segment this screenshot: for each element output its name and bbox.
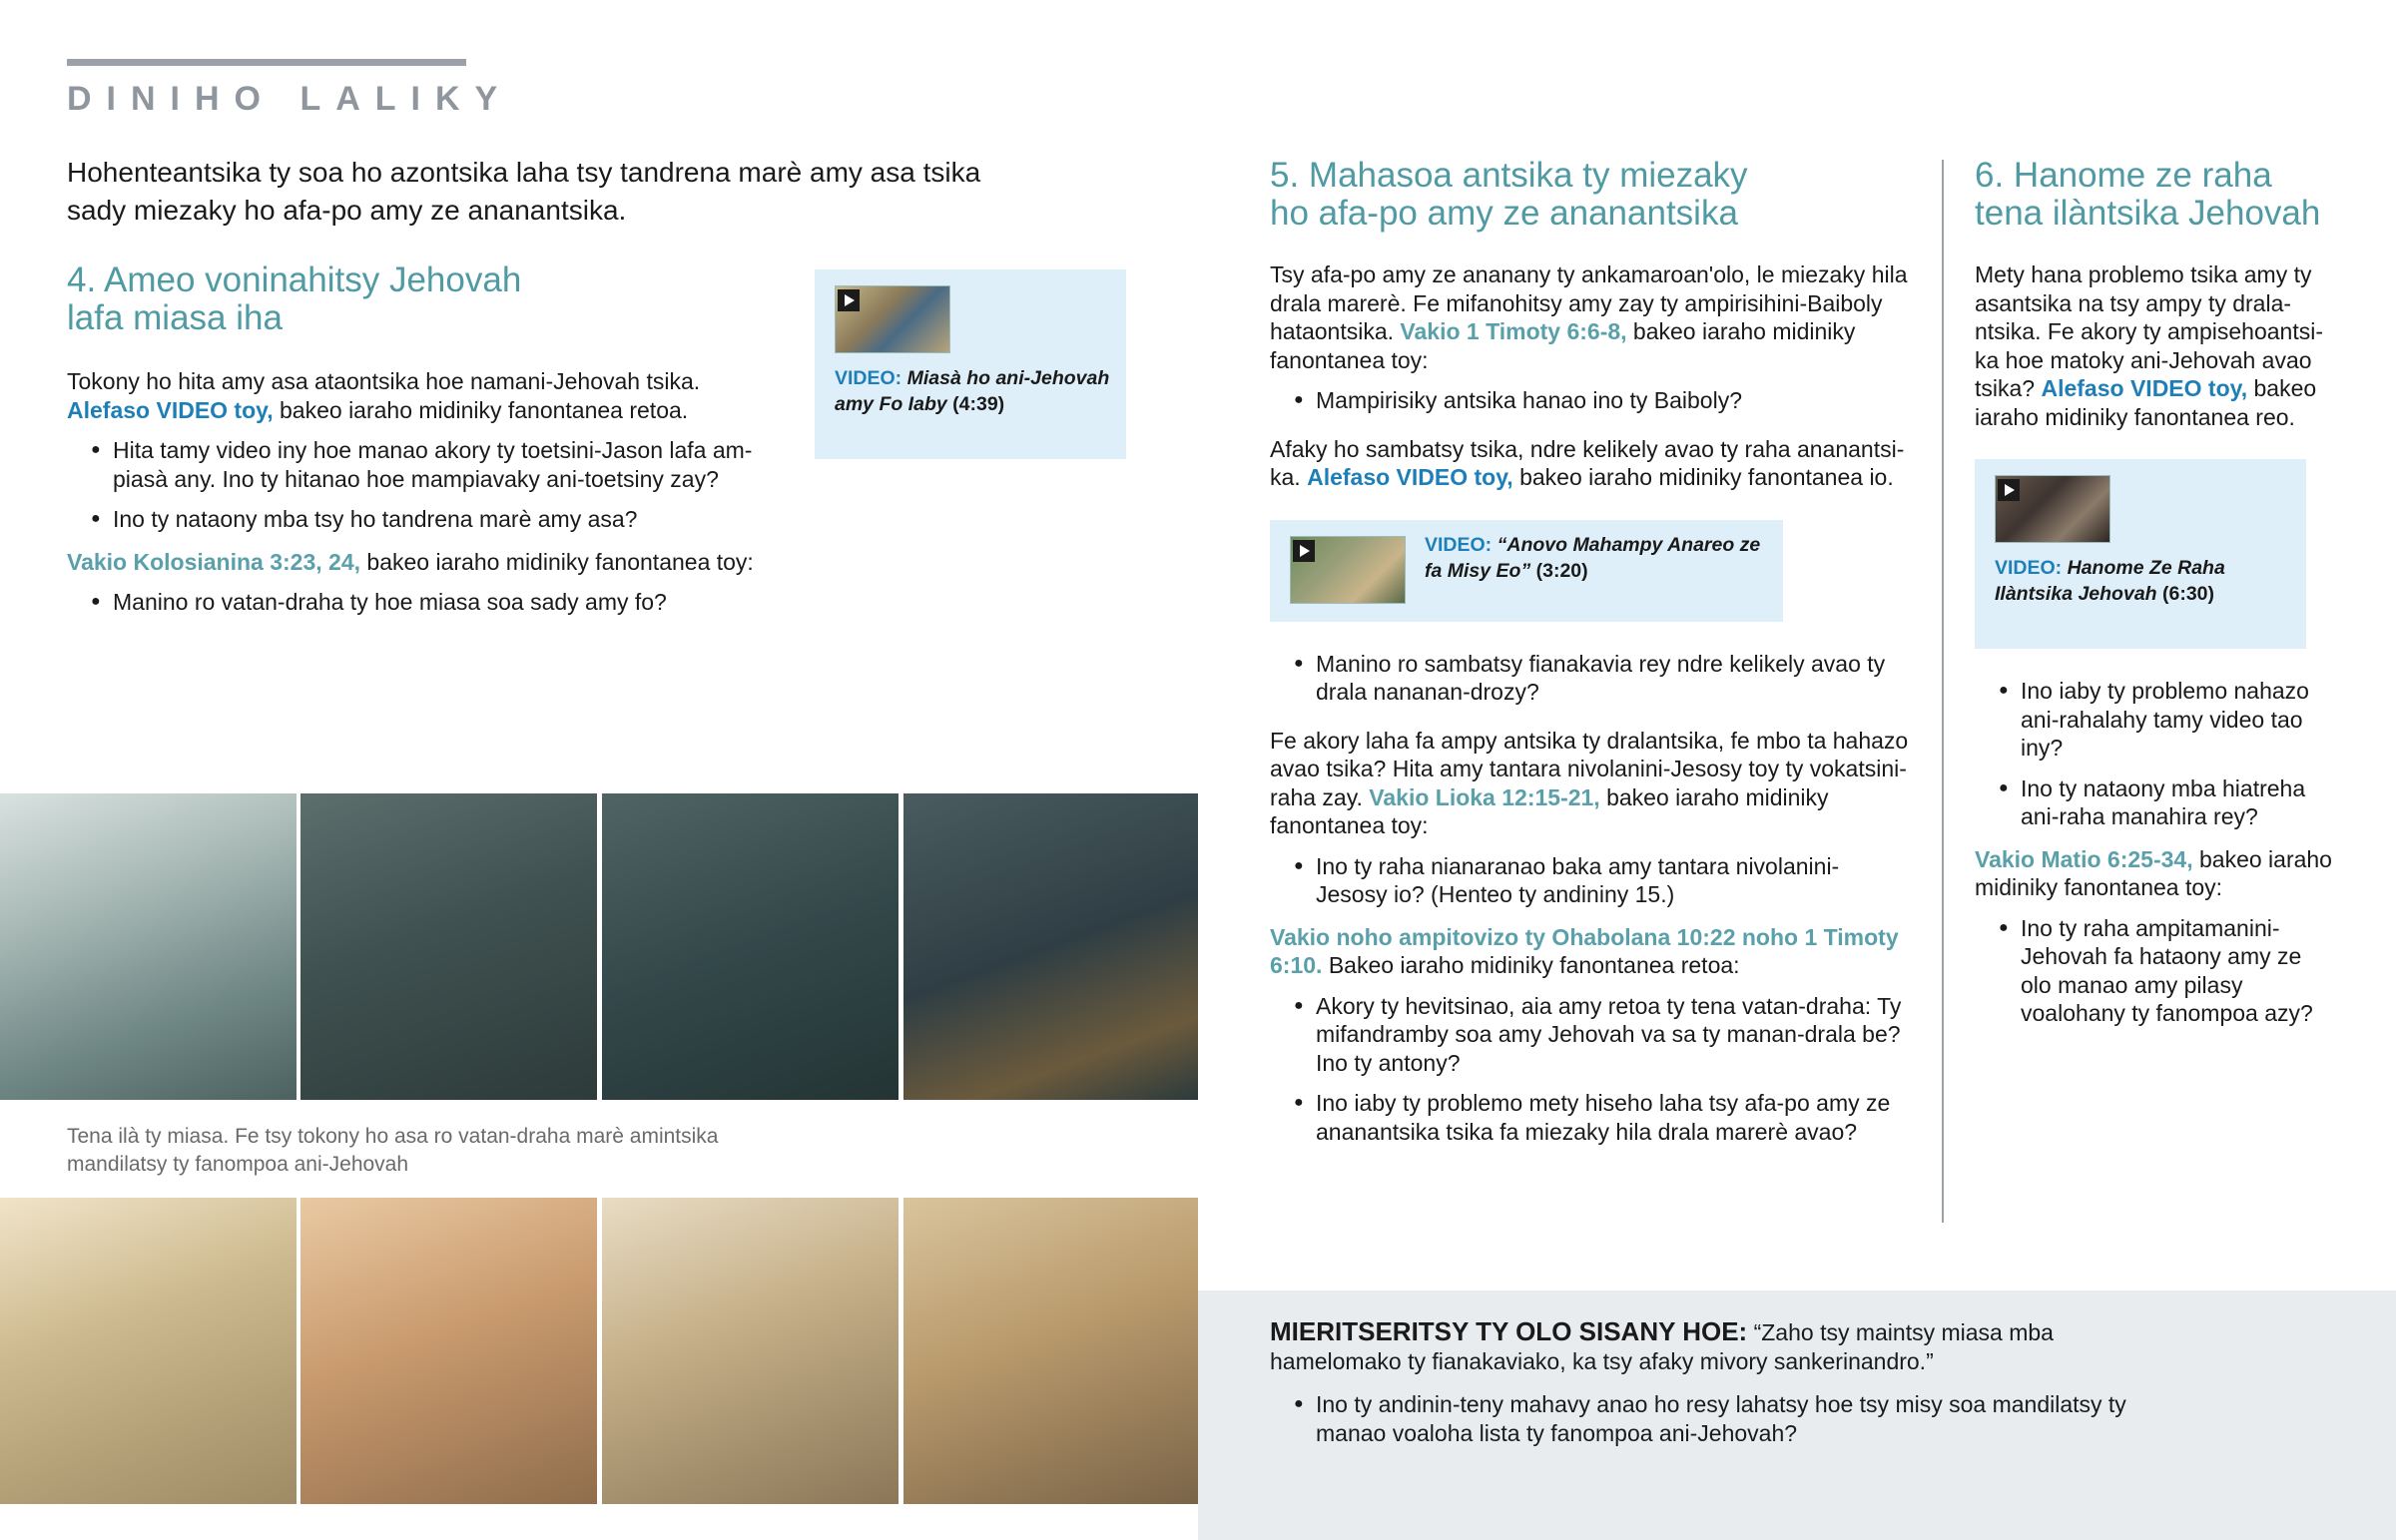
office-alone-illustration [602, 793, 902, 1100]
play-icon[interactable] [838, 289, 860, 311]
play-icon[interactable] [1293, 540, 1315, 562]
family-dinner-illustration [903, 1198, 1202, 1504]
header-rule [67, 59, 466, 66]
section-5-paragraph-4: Vakio noho ampitovizo ty Ohabolana 10:22 noho 1 Timoty 6:10. Bakeo iaraho midiniky fanontanea retoa: [1270, 923, 1899, 978]
section-4-title: 4. Ameo voninahitsy Jehovah lafa miasa iha [67, 260, 522, 337]
office-illustration [0, 793, 300, 1100]
section-5-title: 5. Mahasoa antsika ty miezaky ho afa-po amy ze ananantsika [1270, 156, 1748, 233]
section-4 [67, 261, 766, 629]
list-item: ● Ino iaby ty problemo nahazo ani-rahalahy tamy video tao iny? [1975, 677, 2334, 763]
video-thumbnail[interactable] [1290, 536, 1406, 604]
section-6 [1975, 157, 2334, 1040]
reflection-text: MIERITSERITSY TY OLO SISANY HOE: “Zaho tsy maintsy miasa mba hamelomako ty fianakaviako, ka tsy afaky mivory sankerinandro.” [1270, 1316, 2054, 1374]
list-item: ● Ino ty raha ampitamanini-Jehovah fa hataony amy ze olo manao amy pilasy voalohany ty fanompoa azy? [1975, 914, 2334, 1028]
scripture-link[interactable]: Vakio Matio 6:25-34, [1975, 845, 2193, 872]
scripture-link[interactable]: Vakio noho ampitovizo ty Ohabolana 10:22 noho 1 Timoty 6:10. [1270, 923, 1899, 978]
leaving-office-illustration [300, 1198, 601, 1504]
section-6-title: 6. Hanome ze raha tena ilàntsika Jehovah [1975, 156, 2321, 233]
section-6-paragraph-2: Vakio Matio 6:25-34, bakeo iaraho midiniky fanontanea toy: [1975, 845, 2332, 900]
section-6-paragraph-1: Mety hana problemo tsika amy ty asantsika na tsy ampy ty dralantsika. Fe akory ty ampisehoantsika hoe matoky ani-Jehovah avao tsika? Alefaso VIDEO toy, bakeo iaraho midiniky fanontanea reo. [1975, 261, 2323, 430]
section-6-questions-2 [1975, 914, 2334, 1028]
section-4-paragraph-2: Vakio Kolosianina 3:23, 24, bakeo iaraho midiniky fanontanea toy: [67, 548, 754, 575]
video-caption: VIDEO: “Anovo Mahampy Anareo ze fa Misy Eo” (3:20) [1425, 533, 1761, 582]
illustration-row-2 [0, 1198, 1198, 1504]
section-4-questions [67, 436, 766, 534]
section-kicker: DINIHO LALIKY [67, 80, 513, 118]
office-day-illustration [0, 1198, 300, 1504]
list-item: ● Ino ty nataony mba tsy ho tandrena marè amy asa? [67, 505, 766, 534]
video-box-6[interactable] [1975, 459, 2306, 649]
play-video-link[interactable]: Alefaso VIDEO toy, [2041, 375, 2248, 401]
reflection-heading: MIERITSERITSY TY OLO SISANY HOE: [1270, 1316, 1748, 1346]
play-icon[interactable] [1998, 479, 2020, 501]
video-caption: VIDEO: Hanome Ze Raha Ilàntsika Jehovah (6:30) [1995, 557, 2225, 605]
list-item: ● Akory ty hevitsinao, aia amy retoa ty tena vatan-draha: Ty mifandramby soa amy Jehovah va sa ty manan-drala be? Ino ty antony? [1270, 992, 1909, 1078]
play-video-link[interactable]: Alefaso VIDEO toy, [1307, 464, 1513, 490]
section-4-questions-2 [67, 588, 766, 617]
section-5-paragraph-3: Fe akory laha fa ampy antsika ty dralantsika, fe mbo ta hahazo avao tsika? Hita amy tantara nivolanini-Jesosy toy ty vokatsini-raha zay. Vakio Lioka 12:15-21, bakeo iaraho midiniky fanontanea toy: [1270, 727, 1909, 838]
list-item: ● Ino ty raha nianaranao baka amy tantara nivolanini-Jesosy io? (Henteo ty andininy 15.) [1270, 852, 1909, 909]
video-caption: VIDEO: Miasà ho ani-Jehovah amy Fo Iaby (4:39) [835, 367, 1110, 415]
scripture-link[interactable]: Vakio 1 Timoty 6:6-8, [1400, 318, 1627, 344]
video-box-5[interactable] [1270, 520, 1783, 622]
section-5-questions-3 [1270, 852, 1909, 909]
intro-text: Hohenteantsika ty soa ho azontsika laha tsy tandrena marè amy asa tsika sady miezaky ho afa-po amy ze ananantsika. [67, 157, 981, 226]
section-5-questions-1 [1270, 386, 1909, 415]
scripture-link[interactable]: Vakio Kolosianina 3:23, 24, [67, 548, 361, 575]
list-item: ● Ino ty nataony mba hiatreha ani-raha manahira rey? [1975, 774, 2334, 831]
section-5-questions-2 [1270, 650, 1909, 707]
video-thumbnail[interactable] [835, 285, 950, 353]
play-video-link[interactable]: Alefaso VIDEO toy, [67, 396, 274, 423]
list-item: ● Mampirisiky antsika hanao ino ty Baiboly? [1270, 386, 1909, 415]
video-box-4[interactable] [815, 269, 1126, 459]
list-item: ● Manino ro sambatsy fianakavia rey ndre kelikely avao ty drala nananan-drozy? [1270, 650, 1909, 707]
illustration-row-1 [0, 793, 1198, 1100]
list-item: ● Manino ro vatan-draha ty hoe miasa soa sady amy fo? [67, 588, 766, 617]
office-night-illustration [300, 793, 601, 1100]
family-meeting-illustration [602, 1198, 902, 1504]
list-item: ● Ino ty andinin-teny mahavy anao ho resy lahatsy hoe tsy misy soa mandilatsy ty manao voaloha lista ty fanompoa ani-Jehovah? [1270, 1390, 2168, 1447]
video-thumbnail[interactable] [1995, 475, 2110, 543]
section-5-questions-4 [1270, 992, 1909, 1147]
section-6-questions-1 [1975, 677, 2334, 831]
reflection-questions [1270, 1390, 2168, 1459]
section-5-paragraph-2: Afaky ho sambatsy tsika, ndre kelikely avao ty raha ananantsika. Alefaso VIDEO toy, bakeo iaraho midiniky fanontanea io. [1270, 435, 1905, 490]
list-item: ● Ino iaby ty problemo mety hiseho laha tsy afa-po amy ze ananantsika tsika fa miezaky hila drala marerè avao? [1270, 1089, 1909, 1146]
section-5 [1270, 157, 1909, 1158]
column-divider [1942, 160, 1944, 1223]
illustration-caption: Tena ilà ty miasa. Fe tsy tokony ho asa ro vatan-draha marè amintsika mandilatsy ty fanompoa ani-Jehovah [67, 1125, 719, 1176]
list-item: ● Hita tamy video iny hoe manao akory ty toetsini-Jason lafa am-piasà any. Ino ty hitanao hoe mampiavaky ani-toetsiny zay? [67, 436, 766, 493]
reflection-box [1198, 1290, 2396, 1540]
section-5-paragraph-1: Tsy afa-po amy ze ananany ty ankamaroan'olo, le miezaky hila drala marerè. Fe mifanohitsy amy zay ty ampirisihini-Baiboly hataontsika. Vakio 1 Timoty 6:6-8, bakeo iaraho midiniky fanontanea toy: [1270, 261, 1908, 373]
section-4-paragraph-1: Tokony ho hita amy asa ataontsika hoe namani-Jehovah tsika. Alefaso VIDEO toy, bakeo iaraho midiniky fanontanea retoa. [67, 368, 701, 423]
scripture-link[interactable]: Vakio Lioka 12:15-21, [1369, 783, 1600, 810]
kitchen-alone-illustration [903, 793, 1202, 1100]
